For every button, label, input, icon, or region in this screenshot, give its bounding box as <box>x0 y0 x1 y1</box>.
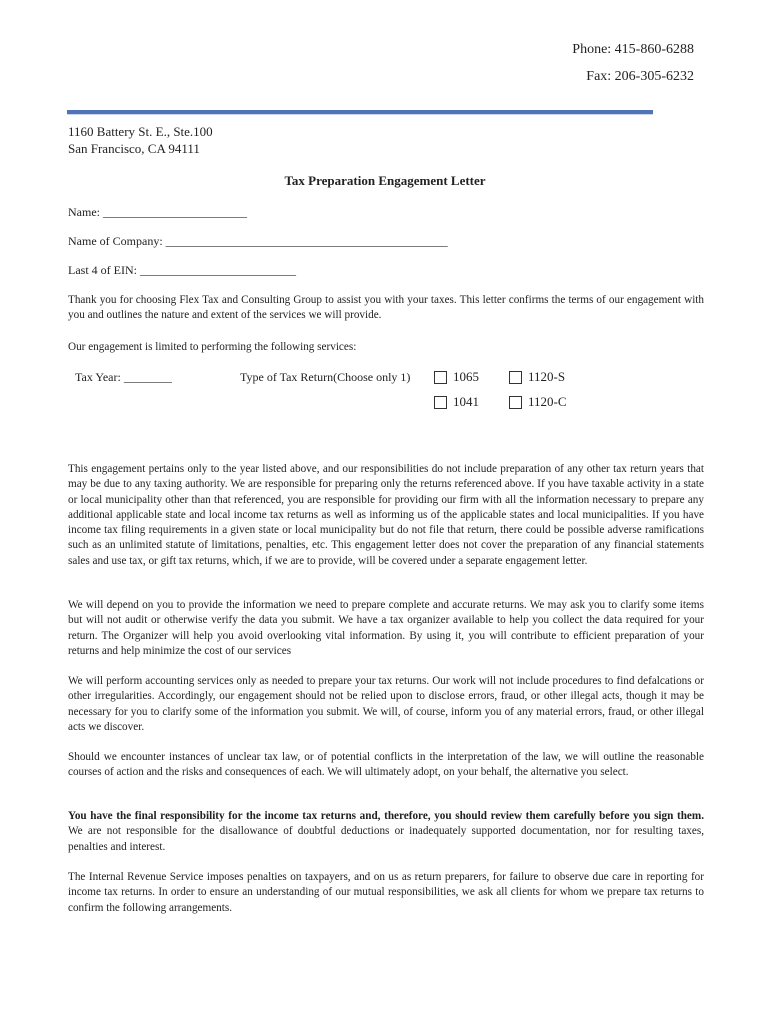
option-1120-c[interactable] <box>509 394 567 410</box>
name-field[interactable]: Name: ________________________ <box>68 205 247 219</box>
irs-penalties-paragraph: The Internal Revenue Service imposes penalties on taxpayers, and on us as return preparers, for failure to observe due care in reporting for income tax returns. In order to ensure an understanding of our mutual responsibilities, we ask all clients for whom we prepare tax returns to confirm the following arrangements. <box>68 871 704 914</box>
office-address <box>68 123 213 157</box>
checkbox-1120-s[interactable] <box>509 371 522 384</box>
accounting-services-paragraph: We will perform accounting services only as needed to prepare your tax returns. Our work will not include procedures to find defalcations or other irregularities. Accordingly, our engagement should not be relied upon to disclose errors, fraud, or other illegal acts, though it may be necessary for you to clarify some of the information you submit. We will, of course, inform you of any material errors, fraud, or other illegal acts we discover. <box>68 675 704 733</box>
option-1065-label: 1065 <box>453 369 479 384</box>
option-1120-s-label: 1120-S <box>528 369 566 384</box>
phone-number: Phone: 415-860-6288 <box>572 42 694 57</box>
ein-last4-field[interactable]: Last 4 of EIN: __________________________ <box>68 263 296 277</box>
final-responsibility-paragraph <box>68 809 704 855</box>
header-divider <box>67 110 653 114</box>
option-1065[interactable] <box>434 369 479 385</box>
fax-number: Fax: 206-305-6232 <box>586 69 694 84</box>
address-line-2: San Francisco, CA 94111 <box>68 141 200 156</box>
scope-paragraph: This engagement pertains only to the year listed above, and our responsibilities do not include preparation of any other tax return years that may be due to any taxing authority. We are responsible for preparing only the returns referenced above. If you have taxable activity in a state or local municipality other than that referenced, you are responsible for providing our firm with all the information necessary to prepare any additional applicable state and local income tax returns as well as informing us of the applicable states and local municipalities. If you have income tax filing requirements in a given state or local municipality but do not file that return, there could be possible adverse ramifications such as an unlimited statute of limitations, penalties, etc. This engagement letter does not cover the preparation of any financial statements sales and use tax, or gift tax returns, which, if we are to provide, will be covered under a separate engagement letter. <box>68 463 704 567</box>
checkbox-1041[interactable] <box>434 396 447 409</box>
return-type-label: Type of Tax Return(Choose only 1) <box>240 370 411 384</box>
option-1041[interactable] <box>434 394 479 410</box>
company-name-field[interactable]: Name of Company: _______________________________________________ <box>68 234 448 248</box>
checkbox-1065[interactable] <box>434 371 447 384</box>
checkbox-1120-c[interactable] <box>509 396 522 409</box>
intro-paragraph: Thank you for choosing Flex Tax and Consulting Group to assist you with your taxes. This letter confirms the terms of our engagement with you and outlines the nature and extent of the services we will provide. <box>68 294 704 322</box>
services-intro: Our engagement is limited to performing the following services: <box>68 341 357 353</box>
option-1120-c-label: 1120-C <box>528 394 567 409</box>
option-1041-label: 1041 <box>453 394 479 409</box>
client-information-paragraph: We will depend on you to provide the information we need to prepare complete and accurate returns. We may ask you to clarify some items but will not audit or otherwise verify the data you submit. We have a tax organizer available to help you collect the data required for your return. The Organizer will help you avoid overlooking vital information. By using it, you will contribute to efficient preparation of your returns and help minimize the cost of our services <box>68 599 704 657</box>
final-responsibility-rest: We are not responsible for the disallowance of doubtful deductions or inadequately supported documentation, nor for resulting taxes, penalties and interest. <box>68 825 704 853</box>
final-responsibility-bold: You have the final responsibility for the income tax returns and, therefore, you should review them carefully before you sign them. <box>68 810 704 822</box>
unclear-tax-law-paragraph: Should we encounter instances of unclear tax law, or of potential conflicts in the interpretation of the law, we will outline the reasonable courses of action and the risks and consequences of each. We will ultimately adopt, on your behalf, the alternative you select. <box>68 751 704 779</box>
document-title: Tax Preparation Engagement Letter <box>284 173 486 188</box>
option-1120-s[interactable] <box>509 369 565 385</box>
address-line-1: 1160 Battery St. E., Ste.100 <box>68 124 213 139</box>
tax-year-field[interactable]: Tax Year: ________ <box>75 370 172 384</box>
